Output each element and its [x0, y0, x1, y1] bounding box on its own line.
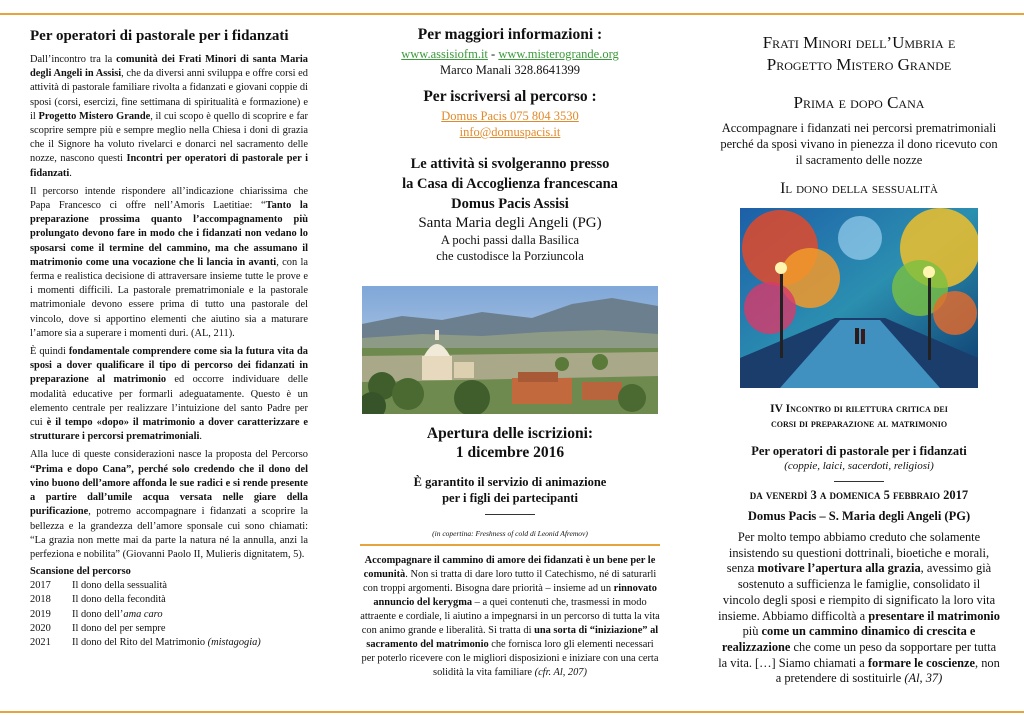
- paragraph-intro: [30, 53, 308, 181]
- event-place: Domus Pacis – S. Maria degli Angeli (PG): [747, 509, 971, 523]
- venue-line-3: Domus Pacis Assisi: [451, 196, 569, 212]
- enroll-phone-link[interactable]: Domus Pacis 075 804 3530: [441, 109, 579, 123]
- text-run: .: [199, 431, 202, 443]
- text-run: .: [69, 167, 72, 179]
- venue-note-1: A pochi passi dalla Basilica: [440, 233, 580, 247]
- schedule-text: Il dono della sessualità: [72, 580, 167, 592]
- paragraph-proposal: [30, 448, 308, 562]
- cover-title: [718, 32, 1000, 76]
- text-run: formare le coscienze: [867, 655, 975, 670]
- schedule-text: Il dono della fecondità: [72, 594, 166, 606]
- schedule-row: [30, 622, 308, 636]
- enroll-title: Per iscriversi al percorso :: [423, 88, 597, 105]
- venue-location: Santa Maria degli Angeli (PG): [418, 215, 602, 231]
- schedule-text: Il dono del per sempre: [72, 622, 166, 634]
- registration-title: Apertura delle iscrizioni:: [426, 425, 594, 442]
- left-heading: Per operatori di pastorale per i fidanzati: [30, 28, 289, 44]
- text-run: come un cammino dinamico di crescita e realizzazione: [721, 624, 976, 654]
- text-run: Il percorso intende rispondere all’indicazione chiarissima che Papa Francesco ci offre nell’Amoris Laetitiae: “: [30, 185, 308, 212]
- schedule-row: [30, 579, 308, 593]
- childcare-notice: [360, 474, 660, 506]
- cover-theme: Il dono della sessualità: [780, 180, 938, 197]
- text-run: comunità dei Frati Minori di santa Maria degli Angeli in Assisi: [30, 54, 308, 80]
- text-run: più: [742, 624, 762, 639]
- registration-date: 1 dicembre 2016: [455, 444, 565, 461]
- text-run: ed occorre individuare delle modalità educative per formarli adeguatamente. Questo è un elemento centrale per realizzare l’intuizione del santo Padre per cui: [30, 374, 309, 429]
- quote-al-207: [360, 554, 660, 680]
- schedule-title: Scansione del percorso: [30, 566, 131, 578]
- schedule-list: [30, 579, 308, 650]
- venue-block: [360, 154, 660, 214]
- schedule-year: 2021: [30, 636, 51, 648]
- orange-divider: [360, 544, 660, 546]
- cover-painting: [740, 208, 978, 388]
- text-run: Dall’incontro tra la: [30, 54, 117, 65]
- schedule-year: 2020: [30, 622, 51, 634]
- text-run: che come un peso da sopportare per tutta la vita. […] Siamo chiamati a: [718, 639, 997, 670]
- schedule-text: Il dono dell’ama caro: [72, 608, 163, 620]
- venue-note-2: che custodisce la Porziuncola: [436, 249, 584, 263]
- childcare-line-2: per i figli dei partecipanti: [442, 491, 578, 505]
- schedule-year: 2018: [30, 594, 51, 606]
- text-run: , che da diversi anni sviluppa e offre corsi ed attività di pastorale familiare rivolta a fidanzati e giovani coppie di sposi (corsi, esercizi, fine settimana di spiritualità e formazione) e il: [30, 68, 308, 122]
- event-dates: da venerdì 3 a domenica 5 febbraio 2017: [749, 488, 969, 502]
- text-run: una sorta di “iniziazione” al sacramento del matrimonio: [366, 625, 659, 650]
- text-run: – a quei contenuti che, trasmessi in modo attraente e cordiale, li aiutino a impegnarsi in un percorso di tutta la vita con animo grande e liberalità. Si tratta di: [360, 597, 660, 636]
- links-row: [360, 46, 660, 62]
- cover-title-line-2: Progetto Mistero Grande: [766, 55, 952, 74]
- text-run: presentare il matrimonio: [868, 608, 1000, 623]
- divider: [485, 514, 535, 515]
- column-left: [30, 20, 308, 650]
- text-run: Progetto Mistero Grande: [38, 110, 151, 122]
- top-orange-rule: [0, 13, 1024, 15]
- column-right: [718, 20, 1000, 687]
- target-audience-detail: (coppie, laici, sacerdoti, religiosi): [784, 460, 934, 472]
- link-assisiofm[interactable]: www.assisiofm.it: [401, 47, 488, 61]
- venue-line-1: Le attività si svolgeranno presso: [410, 156, 610, 172]
- schedule-row: [30, 593, 308, 607]
- text-run: motivare l’apertura alla grazia: [757, 561, 921, 576]
- schedule-text-italic: ama caro: [123, 608, 163, 620]
- schedule-year: 2019: [30, 608, 51, 620]
- text-run: , potremo accompagnare i fidanzati a scoprire la bellezza e la grandezza dell’amore sponsale cui sono chiamati: “La grazia non mette mai da parte la natura né la annulla, anzi la perfeziona e nobilita” (Giovanni Paolo II, Mulieris dignitatem, 5).: [30, 506, 308, 560]
- meeting-description: [718, 402, 1000, 432]
- cover-caption: (in copertina: Freshness of cold di Leonid Afremov): [432, 529, 588, 538]
- text-run: (Al, 37): [904, 671, 943, 686]
- target-audience: Per operatori di pastorale per i fidanzati: [751, 444, 967, 458]
- text-run: . Non si tratta di dare loro tutto il Catechismo, né di saturarli con troppi argomenti. Bisogna dare priorità – insieme ad un: [363, 569, 657, 594]
- text-run: Tanto la preparazione prossima quanto l’accompagnamento più prolungato devono fare in modo che i fidanzati non vedano lo sposarsi come il termine del cammino, ma che assumano il matrimonio come una vocazione che li lancia in avanti: [30, 200, 308, 268]
- text-run: “Prima e dopo Cana”, perché solo credendo che il dono del vino buono dell’amore affonda le sue radici e si rende presente a partire dall’umile acqua versata nelle giare della purificazione: [30, 463, 308, 518]
- schedule-text: Il dono del Rito del Matrimonio (mistagogia): [72, 636, 261, 648]
- text-run: (cfr. Al, 207): [534, 667, 587, 678]
- text-run: Alla luce di queste considerazioni nasce la proposta del Percorso: [30, 449, 308, 461]
- column-middle: [360, 20, 660, 680]
- meeting-line-1: IV Incontro di rilettura critica dei: [770, 403, 948, 415]
- divider-right: [834, 481, 884, 482]
- text-run: , non a pretendere di sostituirle: [775, 655, 1000, 686]
- text-run: , avessimo già sostenuto a sufficienza le famiglie, consolidato il vincolo degli sposi e riempito di significato la loro vita insieme. Abbiamo difficoltà a: [718, 561, 996, 623]
- enroll-email-link[interactable]: info@domuspacis.it: [459, 125, 561, 139]
- paragraph-amoris: [30, 185, 308, 341]
- assisi-landscape-photo: [362, 286, 658, 414]
- paragraph-fundamental: [30, 345, 308, 444]
- bottom-orange-rule: [0, 711, 1024, 713]
- text-run: È quindi: [30, 346, 69, 358]
- contact-phone: Marco Manali 328.8641399: [440, 63, 580, 77]
- text-run: rinnovato annuncio del kerygma: [373, 583, 657, 608]
- link-separator: -: [487, 47, 499, 61]
- venue-line-2: la Casa di Accoglienza francescana: [402, 176, 618, 192]
- text-run: Incontri per operatori di pastorale per i fidanzati: [30, 153, 308, 179]
- meeting-line-2: corsi di preparazione al matrimonio: [770, 418, 948, 430]
- text-run: , il cui scopo è quello di scoprire e far scoprire sempre più e sempre meglio nella Chiesa i doni di grazia che il Signore ha voluto rivelarci e donarci nel sacramento delle nozze, nascono questi: [30, 110, 309, 165]
- schedule-row: [30, 636, 308, 650]
- childcare-line-1: È garantito il servizio di animazione: [413, 475, 607, 489]
- schedule-row: [30, 608, 308, 622]
- cover-title-line-1: Frati Minori dell’Umbria e: [762, 33, 956, 52]
- text-run: Accompagnare il cammino di amore dei fidanzati è un bene per le comunità: [363, 555, 656, 580]
- text-run: è il tempo «dopo» il matrimonio a dover caratterizzare e strutturare i percorsi prematrimoniali: [30, 417, 308, 443]
- schedule-text-italic: (mistagogia): [207, 636, 261, 648]
- text-run: fondamentale comprendere come sia la futura vita da sposi a dover qualificare il tipo di percorso dei fidanzati in preparazione al matrimonio: [30, 346, 308, 386]
- cover-lead: Accompagnare i fidanzati nei percorsi prematrimoniali perché da sposi vivano in pienezza il dono ricevuto con il sacramento delle nozze: [720, 121, 998, 167]
- link-misterogrande[interactable]: www.misterogrande.org: [498, 47, 619, 61]
- text-run: che fornisca loro gli elementi necessari per poterlo ricevere con le migliori disposizioni e iniziare con una certa solidità la vita familiare: [361, 639, 659, 678]
- quote-al-37: [718, 530, 1000, 687]
- registration-opening: [360, 424, 660, 462]
- text-run: Per molto tempo abbiamo creduto che solamente insistendo su questioni dottrinali, bioetiche e morali, senza: [726, 530, 990, 576]
- schedule-year: 2017: [30, 580, 51, 592]
- text-run: , con la ferma e realistica decisione di attraversare insieme tutte le prove e i momenti difficili. La pastorale prematrimoniale e la pastorale matrimoniale devono essere prima di tutto una pastorale del vincolo, dove si apportino elementi che aiutino sia a maturare l’amore sia a superare i momenti duri. (AL, 211).: [30, 256, 308, 339]
- cover-subtitle: Prima e dopo Cana: [793, 93, 925, 112]
- info-title: Per maggiori informazioni :: [417, 26, 603, 43]
